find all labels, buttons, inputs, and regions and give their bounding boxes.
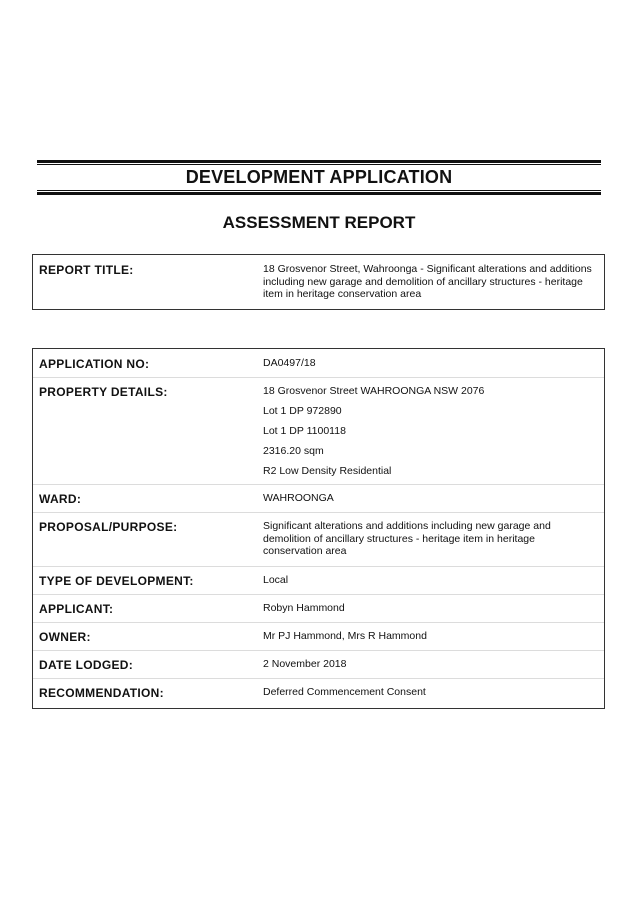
report-title-value: 18 Grosvenor Street, Wahroonga - Significant alterations and additions including new garage and demolition of ancillary structures - heritage item in heritage conservation area (263, 263, 592, 300)
table-row-ward (33, 485, 604, 513)
type-of-development-label: TYPE OF DEVELOPMENT: (39, 574, 194, 588)
application-no-value: DA0497/18 (263, 357, 316, 369)
ward-label: WARD: (39, 492, 82, 506)
proposal-label: PROPOSAL/PURPOSE: (39, 520, 178, 534)
applicant-label: APPLICANT: (39, 602, 114, 616)
date-lodged-value: 2 November 2018 (263, 658, 347, 670)
property-details-label: PROPERTY DETAILS: (39, 385, 168, 399)
document-title: DEVELOPMENT APPLICATION (185, 167, 453, 187)
property-lot-1: Lot 1 DP 972890 (263, 405, 342, 417)
application-no-label: APPLICATION NO: (39, 357, 150, 371)
table-row-application-no (33, 349, 604, 378)
table-row-date-lodged (33, 651, 604, 679)
property-area: 2316.20 sqm (263, 445, 324, 457)
property-address: 18 Grosvenor Street WAHROONGA NSW 2076 (263, 385, 485, 397)
property-details-value (263, 385, 604, 484)
title-rule-top (37, 160, 601, 163)
document-subtitle: ASSESSMENT REPORT (222, 213, 416, 232)
recommendation-label: RECOMMENDATION: (39, 686, 164, 700)
table-row-owner (33, 623, 604, 651)
table-row-proposal (33, 513, 604, 567)
proposal-value: Significant alterations and additions including new garage and demolition of ancillary structures - heritage item in heritage conservation area (263, 520, 551, 557)
date-lodged-label: DATE LODGED: (39, 658, 134, 672)
report-title-label: REPORT TITLE: (39, 263, 134, 277)
table-row-recommendation (33, 679, 604, 708)
recommendation-value: Deferred Commencement Consent (263, 686, 426, 698)
owner-label: OWNER: (39, 630, 91, 644)
application-details-table (32, 348, 605, 709)
table-row-type-of-development (33, 567, 604, 595)
report-title-box (32, 254, 605, 310)
title-rule-bottom-inner (37, 190, 601, 191)
title-rule-bottom (37, 192, 601, 195)
property-zoning: R2 Low Density Residential (263, 465, 392, 477)
title-rule-top-inner (37, 164, 601, 165)
property-lot-2: Lot 1 DP 1100118 (263, 425, 346, 437)
report-title-row (33, 255, 604, 309)
table-row-applicant (33, 595, 604, 623)
table-row-property-details (33, 378, 604, 485)
owner-value: Mr PJ Hammond, Mrs R Hammond (263, 630, 427, 642)
ward-value: WAHROONGA (263, 492, 334, 504)
applicant-value: Robyn Hammond (263, 602, 345, 614)
type-of-development-value: Local (263, 574, 289, 586)
